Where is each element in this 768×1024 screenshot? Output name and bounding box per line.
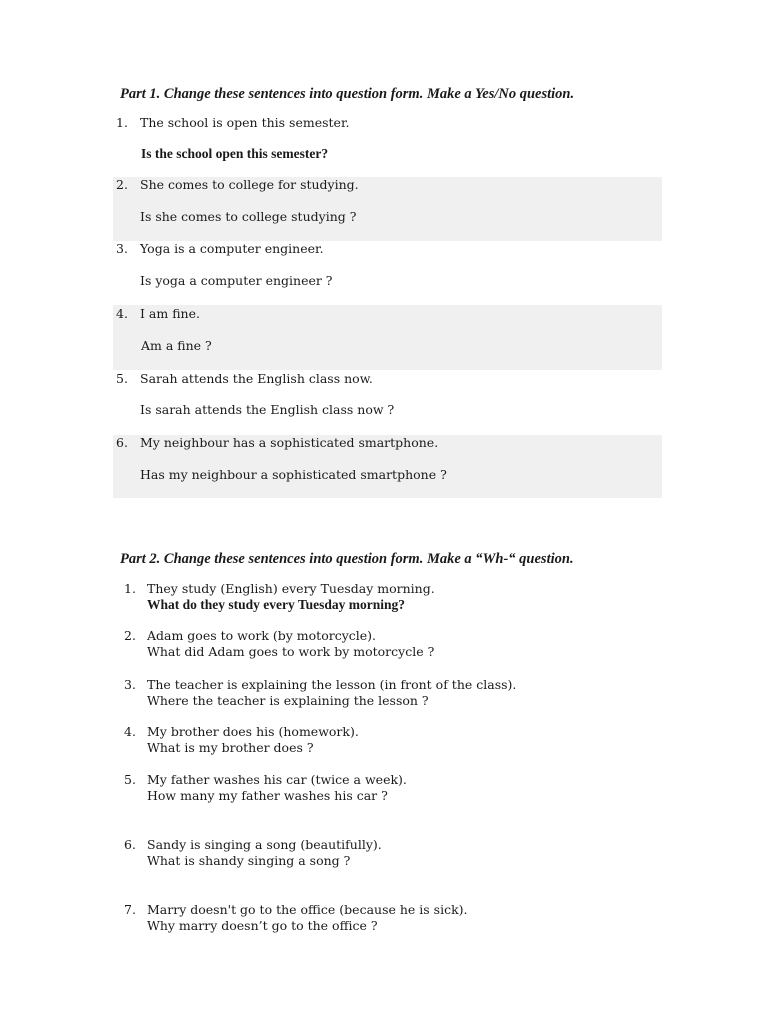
item-answer: What do they study every Tuesday morning? xyxy=(147,597,406,612)
item-sentence: My father washes his car (twice a week). xyxy=(147,772,407,787)
item-number: 1. xyxy=(116,115,128,130)
item-number: 3. xyxy=(124,677,136,692)
part1-heading: Part 1. Change these sentences into question form. Make a Yes/No question. xyxy=(120,86,575,102)
item-answer: How many my father washes his car ? xyxy=(147,788,388,803)
item-answer: What did Adam goes to work by motorcycle ? xyxy=(147,644,435,659)
item-answer: Am a fine ? xyxy=(141,338,212,353)
item-sentence: The teacher is explaining the lesson (in front of the class). xyxy=(147,677,517,692)
item-answer: What is my brother does ? xyxy=(147,740,314,755)
item-sentence: The school is open this semester. xyxy=(140,115,350,130)
item-sentence: Sandy is singing a song (beautifully). xyxy=(147,837,382,852)
item-sentence: Marry doesn't go to the office (because he is sick). xyxy=(147,902,468,917)
item-answer: Is she comes to college studying ? xyxy=(140,209,357,224)
item-answer: Is yoga a computer engineer ? xyxy=(140,273,333,288)
item-sentence: She comes to college for studying. xyxy=(140,177,359,192)
item-answer: What is shandy singing a song ? xyxy=(147,853,351,868)
item-sentence: Yoga is a computer engineer. xyxy=(140,241,324,256)
item-sentence: Adam goes to work (by motorcycle). xyxy=(147,628,377,643)
item-sentence: Sarah attends the English class now. xyxy=(140,371,373,386)
item-answer: Where the teacher is explaining the lesson ? xyxy=(147,693,429,708)
item-answer: Why marry doesn’t go to the office ? xyxy=(147,918,378,933)
item-number: 6. xyxy=(124,837,136,852)
item-number: 6. xyxy=(116,435,128,450)
list-item xyxy=(113,241,662,305)
item-answer: Has my neighbour a sophisticated smartphone ? xyxy=(140,467,447,482)
list-item xyxy=(113,113,662,177)
item-number: 2. xyxy=(124,628,136,643)
part2-heading: Part 2. Change these sentences into question form. Make a “Wh-“ question. xyxy=(120,551,574,567)
item-number: 5. xyxy=(116,371,128,386)
item-answer: Is the school open this semester? xyxy=(141,146,329,161)
item-number: 3. xyxy=(116,241,128,256)
item-number: 5. xyxy=(124,772,136,787)
item-sentence: I am fine. xyxy=(140,306,200,321)
item-sentence: They study (English) every Tuesday morning. xyxy=(147,581,435,596)
list-item xyxy=(113,177,662,241)
item-number: 4. xyxy=(124,724,136,739)
list-item xyxy=(113,435,662,498)
item-number: 4. xyxy=(116,306,128,321)
item-answer: Is sarah attends the English class now ? xyxy=(140,402,395,417)
item-number: 2. xyxy=(116,177,128,192)
item-sentence: My neighbour has a sophisticated smartphone. xyxy=(140,435,439,450)
list-item xyxy=(113,370,662,435)
item-number: 7. xyxy=(124,902,136,917)
list-item xyxy=(113,305,662,370)
item-sentence: My brother does his (homework). xyxy=(147,724,359,739)
item-number: 1. xyxy=(124,581,136,596)
